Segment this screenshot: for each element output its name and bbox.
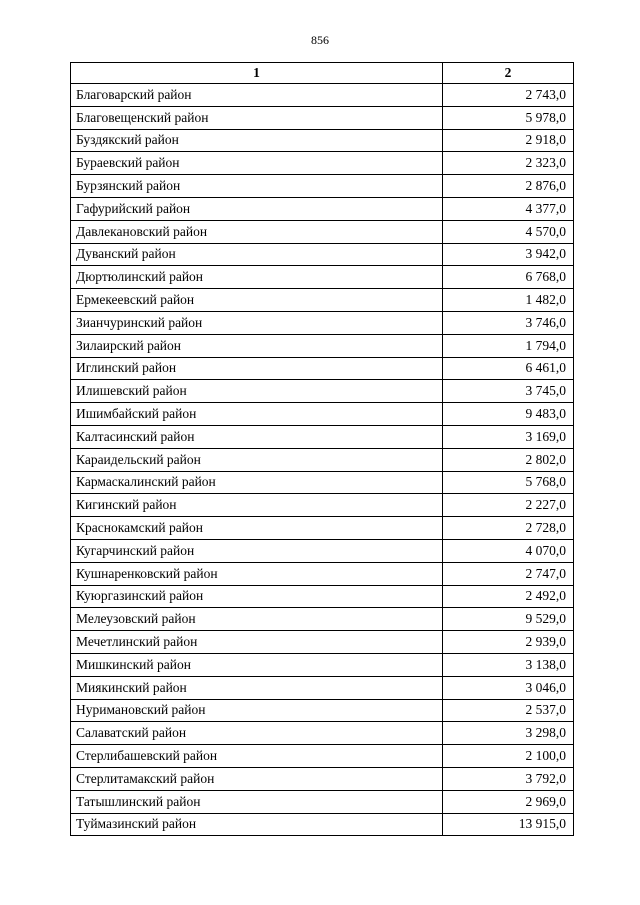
district-name-cell: Куюргазинский район <box>71 585 443 608</box>
district-value-cell: 6 461,0 <box>443 357 574 380</box>
table-row <box>71 448 574 471</box>
district-name-cell: Ишимбайский район <box>71 403 443 426</box>
page-number: 856 <box>311 33 329 47</box>
district-name-cell: Зианчуринский район <box>71 311 443 334</box>
table-row <box>71 334 574 357</box>
district-value-cell: 2 969,0 <box>443 790 574 813</box>
district-value-cell: 1 794,0 <box>443 334 574 357</box>
district-name-cell: Татышлинский район <box>71 790 443 813</box>
district-name-cell: Бураевский район <box>71 152 443 175</box>
table-row <box>71 517 574 540</box>
district-value-cell: 9 529,0 <box>443 608 574 631</box>
district-value-cell: 5 978,0 <box>443 106 574 129</box>
district-value-cell: 2 492,0 <box>443 585 574 608</box>
district-value-cell: 3 298,0 <box>443 722 574 745</box>
district-value-cell: 2 802,0 <box>443 448 574 471</box>
district-value-cell: 1 482,0 <box>443 289 574 312</box>
district-name-cell: Кигинский район <box>71 494 443 517</box>
district-name-cell: Краснокамский район <box>71 517 443 540</box>
district-value-cell: 13 915,0 <box>443 813 574 836</box>
table-row <box>71 745 574 768</box>
district-value-cell: 3 169,0 <box>443 425 574 448</box>
table-row <box>71 175 574 198</box>
district-value-cell: 3 746,0 <box>443 311 574 334</box>
district-name-cell: Гафурийский район <box>71 197 443 220</box>
table-row <box>71 585 574 608</box>
table-row <box>71 311 574 334</box>
table-row <box>71 289 574 312</box>
table-row <box>71 380 574 403</box>
district-name-cell: Салаватский район <box>71 722 443 745</box>
table-row <box>71 494 574 517</box>
district-value-cell: 5 768,0 <box>443 471 574 494</box>
table-row <box>71 403 574 426</box>
table-row <box>71 608 574 631</box>
district-value-cell: 2 100,0 <box>443 745 574 768</box>
district-name-cell: Ермекеевский район <box>71 289 443 312</box>
district-name-cell: Мишкинский район <box>71 653 443 676</box>
district-name-cell: Благоварский район <box>71 84 443 107</box>
table-row <box>71 722 574 745</box>
district-name-cell: Караидельский район <box>71 448 443 471</box>
table-row <box>71 84 574 107</box>
district-name-cell: Стерлибашевский район <box>71 745 443 768</box>
district-value-cell: 2 747,0 <box>443 562 574 585</box>
district-name-cell: Буздякский район <box>71 129 443 152</box>
district-name-cell: Кармаскалинский район <box>71 471 443 494</box>
table-row <box>71 106 574 129</box>
table-row <box>71 562 574 585</box>
district-name-cell: Дюртюлинский район <box>71 266 443 289</box>
district-name-cell: Иглинский район <box>71 357 443 380</box>
district-value-cell: 3 046,0 <box>443 676 574 699</box>
table-row <box>71 653 574 676</box>
district-value-cell: 4 377,0 <box>443 197 574 220</box>
column-header-2: 2 <box>443 63 574 84</box>
table-header-row <box>71 63 574 84</box>
district-value-cell: 2 918,0 <box>443 129 574 152</box>
table-row <box>71 197 574 220</box>
district-value-cell: 2 728,0 <box>443 517 574 540</box>
district-name-cell: Благовещенский район <box>71 106 443 129</box>
district-value-cell: 6 768,0 <box>443 266 574 289</box>
table-row <box>71 813 574 836</box>
district-value-cell: 2 939,0 <box>443 631 574 654</box>
table-row <box>71 676 574 699</box>
district-value-cell: 2 323,0 <box>443 152 574 175</box>
district-name-cell: Нуримановский район <box>71 699 443 722</box>
table-body <box>71 84 574 836</box>
table-row <box>71 152 574 175</box>
district-value-cell: 3 745,0 <box>443 380 574 403</box>
district-name-cell: Илишевский район <box>71 380 443 403</box>
district-value-cell: 4 070,0 <box>443 539 574 562</box>
district-value-cell: 4 570,0 <box>443 220 574 243</box>
table-row <box>71 357 574 380</box>
district-value-cell: 2 537,0 <box>443 699 574 722</box>
district-name-cell: Кушнаренковский район <box>71 562 443 585</box>
district-name-cell: Зилаирский район <box>71 334 443 357</box>
district-name-cell: Стерлитамакский район <box>71 767 443 790</box>
district-name-cell: Мечетлинский район <box>71 631 443 654</box>
district-value-cell: 9 483,0 <box>443 403 574 426</box>
district-name-cell: Дуванский район <box>71 243 443 266</box>
district-value-cell: 3 792,0 <box>443 767 574 790</box>
district-name-cell: Туймазинский район <box>71 813 443 836</box>
district-name-cell: Калтасинский район <box>71 425 443 448</box>
district-name-cell: Миякинский район <box>71 676 443 699</box>
district-value-cell: 2 743,0 <box>443 84 574 107</box>
district-value-cell: 2 876,0 <box>443 175 574 198</box>
district-name-cell: Давлекановский район <box>71 220 443 243</box>
district-value-cell: 3 138,0 <box>443 653 574 676</box>
table-row <box>71 790 574 813</box>
table-row <box>71 129 574 152</box>
district-name-cell: Мелеузовский район <box>71 608 443 631</box>
district-value-cell: 2 227,0 <box>443 494 574 517</box>
table-row <box>71 631 574 654</box>
district-name-cell: Бурзянский район <box>71 175 443 198</box>
district-name-cell: Кугарчинский район <box>71 539 443 562</box>
table-row <box>71 767 574 790</box>
table-row <box>71 539 574 562</box>
column-header-1: 1 <box>71 63 443 84</box>
table-row <box>71 266 574 289</box>
district-value-cell: 3 942,0 <box>443 243 574 266</box>
table-row <box>71 699 574 722</box>
table-row <box>71 220 574 243</box>
table-row <box>71 471 574 494</box>
table-row <box>71 243 574 266</box>
table-row <box>71 425 574 448</box>
district-table <box>70 62 574 836</box>
